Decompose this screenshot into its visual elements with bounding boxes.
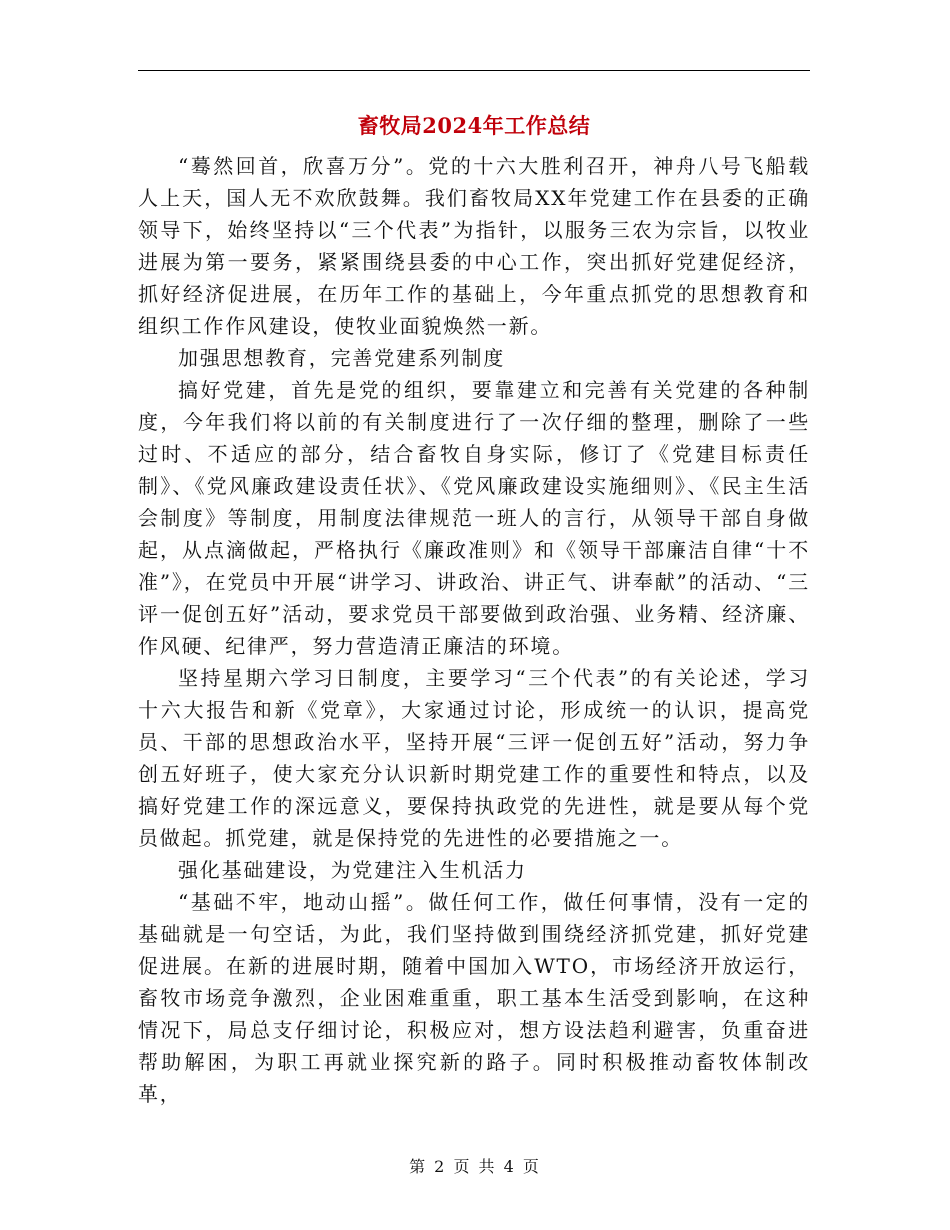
- section-heading-education: 加强思想教育，完善党建系列制度: [178, 346, 505, 370]
- paragraph-intro: “蓦然回首，欣喜万分”。党的十六大胜利召开，神舟八号飞船载人上天，国人无不欢欣鼓舞。我们畜牧局XX年党建工作在县委的正确领导下，始终坚持以“三个代表”为指针，以服务三农为宗旨，以牧业进展为第一要务，紧紧围绕县委的中心工作，突出抓好党建促经济，抓好经济促进展，在历年工作的基础上，今年重点抓党的思想教育和组织工作作风建设，使牧业面貌焕然一新。: [138, 154, 810, 338]
- document-title: 畜牧局2024年工作总结: [357, 113, 591, 138]
- paragraph-study: 坚持星期六学习日制度，主要学习“三个代表”的有关论述，学习十六大报告和新《党章》，大家通过讨论，形成统一的认识，提高党员、干部的思想政治水平，坚持开展“三评一促创五好”活动，努力争创五好班子，使大家充分认识新时期党建工作的重要性和特点，以及搞好党建工作的深远意义，要保持执政党的先进性，就是要从每个党员做起。抓党建，就是保持党的先进性的必要措施之一。: [138, 666, 810, 850]
- header-rule: [138, 70, 810, 71]
- section-heading-foundation: 强化基础建设，为党建注入生机活力: [178, 858, 527, 882]
- paragraph-system: 搞好党建，首先是党的组织，要靠建立和完善有关党建的各种制度，今年我们将以前的有关制度进行了一次仔细的整理，删除了一些过时、不适应的部分，结合畜牧自身实际，修订了《党建目标责任制》、《党风廉政建设责任状》、《党风廉政建设实施细则》、《民主生活会制度》等制度，用制度法律规范一班人的言行，从领导干部自身做起，从点滴做起，严格执行《廉政准则》和《领导干部廉洁自律“十不准”》，在党员中开展“讲学习、讲政治、讲正气、讲奉献”的活动、“三评一促创五好”活动，要求党员干部要做到政治强、业务精、经济廉、作风硬、纪律严，努力营造清正廉洁的环境。: [138, 378, 810, 658]
- paragraph-foundation: “基础不牢，地动山摇”。做任何工作，做任何事情，没有一定的基础就是一句空话，为此，我们坚持做到围绕经济抓党建，抓好党建促进展。在新的进展时期，随着中国加入WTO，市场经济开放运行，畜牧市场竞争激烈，企业困难重重，职工基本生活受到影响，在这种情况下，局总支仔细讨论，积极应对，想方设法趋利避害，负重奋进帮助解困，为职工再就业探究新的路子。同时积极推动畜牧体制改革，: [138, 890, 810, 1106]
- page-number: 第 2 页 共 4 页: [409, 1157, 541, 1176]
- document-body: [138, 150, 810, 1110]
